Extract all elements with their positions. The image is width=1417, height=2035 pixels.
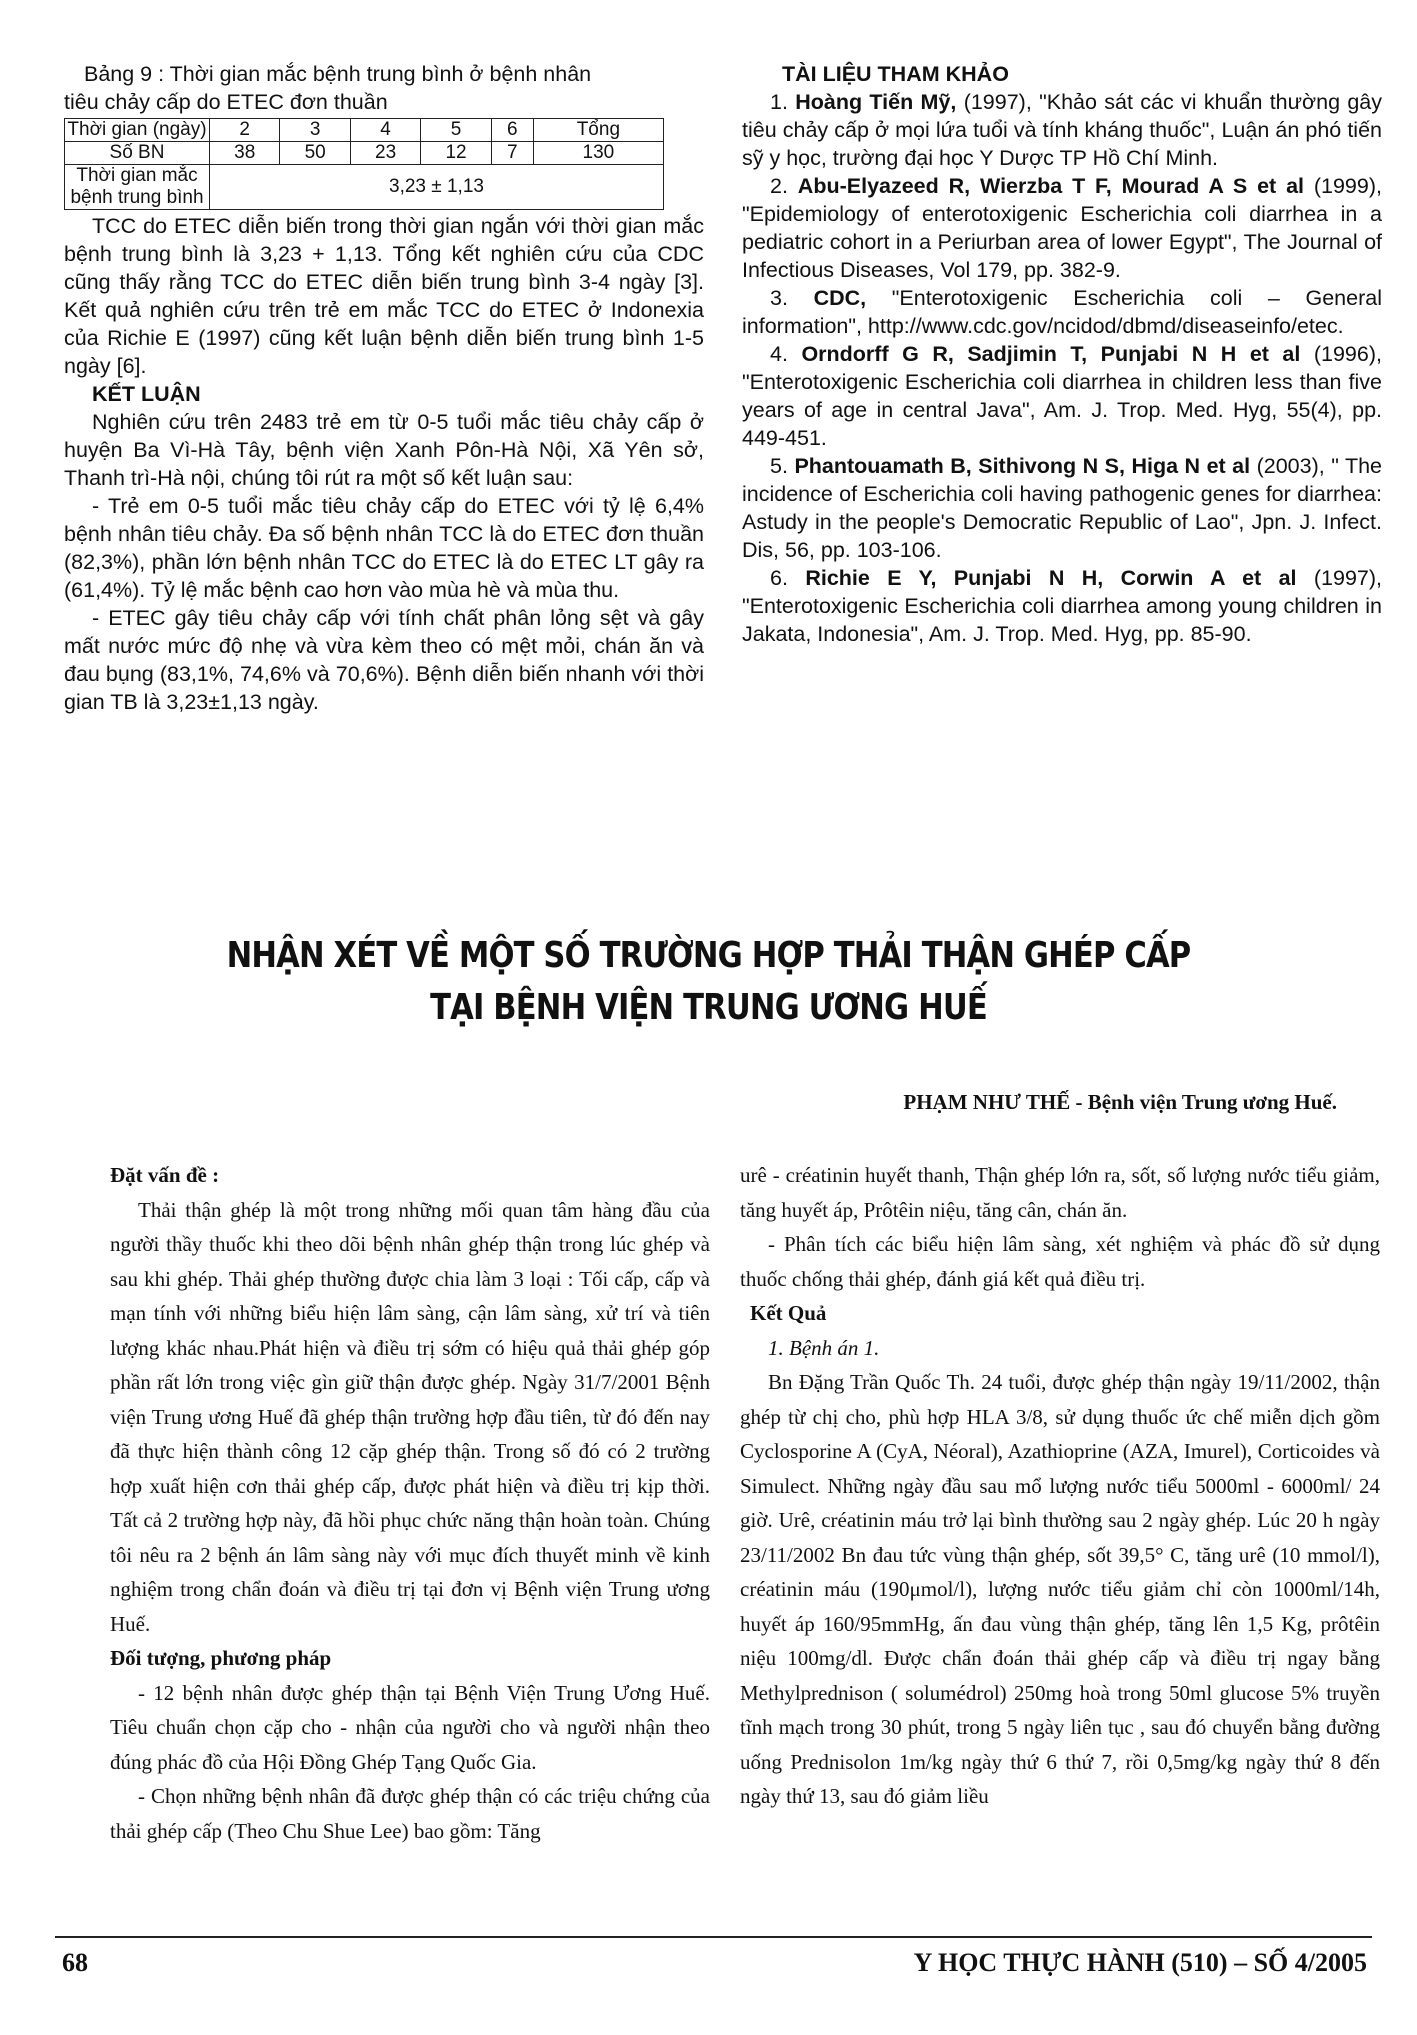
table-cell: 4 xyxy=(350,119,420,142)
table-cell: 6 xyxy=(491,119,533,142)
table-caption: Bảng 9 : Thời gian mắc bệnh trung bình ở bệnh nhân tiêu chảy cấp do ETEC đơn thuần xyxy=(64,62,592,114)
methods-item: - Phân tích các biểu hiện lâm sàng, xét nghiệm và phác đồ sử dụng thuốc chống thải ghép, đánh giá kết quả điều trị. xyxy=(740,1232,1380,1291)
reference-item: 3. CDC, "Enterotoxigenic Escherichia coli – General information", http://www.cdc.gov/ncidod/dbmd/diseaseinfo/etec. xyxy=(742,286,1382,338)
article-title: NHẬN XÉT VỀ MỘT SỐ TRƯỜNG HỢP THẢI THẬN GHÉP CẤP TẠI BỆNH VIỆN TRUNG ƯƠNG HUẾ xyxy=(226,935,1191,1028)
table-cell: 130 xyxy=(533,142,663,165)
conclusion-intro: Nghiên cứu trên 2483 trẻ em từ 0-5 tuổi mắc tiêu chảy cấp ở huyện Ba Vì-Hà Tây, bệnh viện Xanh Pôn-Hà Nội, Xã Yên sở, Thanh trì-Hà nội, chúng tôi rút ra một số kết luận sau: xyxy=(64,410,704,490)
methods-item: - Chọn những bệnh nhân đã được ghép thận có các triệu chứng của thải ghép cấp (Theo Chu Shue Lee) bao gồm: Tăng xyxy=(110,1784,710,1843)
conclusion-item: - ETEC gây tiêu chảy cấp với tính chất phân lỏng sệt và gây mất nước mức độ nhẹ và vừa kèm theo có mệt mỏi, chán ăn và đau bụng (83,1%, 74,6% và 70,6%). Bệnh diễn biến nhanh với thời gian TB là 3,23±1,13 ngày. xyxy=(64,606,704,714)
table-cell: 23 xyxy=(350,142,420,165)
reference-item: 5. Phantouamath B, Sithivong N S, Higa N et al (2003), " The incidence of Escherichia coli having pathogenic genes for diarrhea: Astudy in the people's Democratic Republic of Lao", Jpn. J. Infect. Dis, 56, pp. 103-106. xyxy=(742,454,1382,562)
references-column xyxy=(742,60,1382,648)
case-heading: 1. Bệnh án 1. xyxy=(768,1335,880,1360)
table-row-label: Thời gian mắc bệnh trung bình xyxy=(65,165,210,210)
methods-item: - 12 bệnh nhân được ghép thận tại Bệnh Viện Trung Ương Huế. Tiêu chuẩn chọn cặp cho - nhận của người cho và người nhận theo đúng phác đồ của Hội Đồng Ghép Tạng Quốc Gia. xyxy=(110,1680,710,1774)
table-row xyxy=(65,119,664,142)
table-cell: Tổng xyxy=(533,119,663,142)
methods-continued: urê - créatinin huyết thanh, Thận ghép lớn ra, sốt, số lượng nước tiểu giảm, tăng huyết áp, Prôtêin niệu, tăng cân, chán ăn. xyxy=(740,1163,1380,1222)
table-cell: 3,23 ± 1,13 xyxy=(210,165,664,210)
author-name: PHẠM NHƯ THẾ xyxy=(903,1090,1071,1114)
table-cell: 7 xyxy=(491,142,533,165)
reference-item: 6. Richie E Y, Punjabi N H, Corwin A et al (1997), "Enterotoxigenic Escherichia coli diarrhea among young children in Jakata, Indonesia", Am. J. Trop. Med. Hyg, pp. 85-90. xyxy=(742,566,1382,646)
table-header-label: Thời gian (ngày) xyxy=(65,119,210,142)
table-cell: 50 xyxy=(280,142,350,165)
journal-footer: Y HỌC THỰC HÀNH (510) – SỐ 4/2005 xyxy=(913,1948,1367,1977)
author-line xyxy=(903,1090,1337,1115)
table-row-label: Số BN xyxy=(65,142,210,165)
reference-item: 4. Orndorff G R, Sadjimin T, Punjabi N H et al (1996), "Enterotoxigenic Escherichia coli diarrhea in children less than five years of age in central Java", Am. J. Trop. Med. Hyg, 55(4), pp. 449-451. xyxy=(742,342,1382,450)
page-number: 68 xyxy=(62,1948,88,1977)
table-row xyxy=(65,165,664,210)
discussion-paragraph: TCC do ETEC diễn biến trong thời gian ngắn với thời gian mắc bệnh trung bình là 3,23 + 1,13. Tổng kết nghiên cứu của CDC cũng thấy rằng TCC do ETEC diễn biến trung bình 3-4 ngày [3]. Kết quả nghiên cứu trên trẻ em mắc TCC do ETEC ở Indonexia của Richie E (1997) cũng kết luận bệnh diễn biến trung bình 1-5 ngày [6]. xyxy=(64,214,704,378)
methods-heading: Đối tượng, phương pháp xyxy=(110,1646,332,1670)
top-left-column xyxy=(64,60,704,716)
conclusion-item: - Trẻ em 0-5 tuổi mắc tiêu chảy cấp do ETEC với tỷ lệ 6,4% bệnh nhân tiêu chảy. Đa số bệnh nhân TCC là do ETEC đơn thuần (82,3%), phần lớn bệnh nhân TCC do ETEC là do ETEC LT gây ra (61,4%). Tỷ lệ mắc bệnh cao hơn vào mùa hè và mùa thu. xyxy=(64,494,704,602)
article-left-column xyxy=(110,1158,710,1848)
table-9 xyxy=(64,118,664,210)
table-cell: 2 xyxy=(210,119,280,142)
results-heading: Kết Quả xyxy=(750,1301,827,1325)
table-cell: 38 xyxy=(210,142,280,165)
table-cell: 5 xyxy=(421,119,491,142)
case-paragraph: Bn Đặng Trần Quốc Th. 24 tuổi, được ghép thận ngày 19/11/2002, thận ghép từ chị cho, phù hợp HLA 3/8, sử dụng thuốc ức chế miễn dịch gồm Cyclosporine A (CyA, Néoral), Azathioprine (AZA, Imurel), Corticoides và Simulect. Những ngày đầu sau mổ lượng nước tiểu 5000ml - 6000ml/ 24 giờ. Urê, créatinin máu trở lại bình thường sau 2 ngày ghép. Lúc 20 h ngày 23/11/2002 Bn đau tức vùng thận ghép, sốt 39,5° C, tăng urê (10 mmol/l), créatinin máu (190μmol/l), lượng nước tiểu giảm chỉ còn 1000ml/14h, huyết áp 160/95mmHg, ấn đau vùng thận ghép, tăng lên 1,5 Kg, prôtêin niệu 100mg/dl. Được chẩn đoán thải ghép cấp và điều trị ngay bằng Methylprednison ( solumédrol) 250mg hoà trong 50ml glucose 5% truyền tĩnh mạch trong 30 phút, trong 5 ngày liên tục , sau đó chuyển bằng đường uống Prednisolon 1m/kg ngày thứ 6 thứ 7, rồi 0,5mg/kg ngày thứ 8 đến ngày thứ 13, sau đó giảm liều xyxy=(740,1370,1380,1808)
table-cell: 12 xyxy=(421,142,491,165)
conclusion-heading: KẾT LUẬN xyxy=(92,382,201,406)
reference-item: 1. Hoàng Tiến Mỹ, (1997), "Khảo sát các vi khuẩn thường gây tiêu chảy cấp ở mọi lứa tuổi và tính kháng thuốc", Luận án phó tiến sỹ y học, trường đại học Y Dược TP Hồ Chí Minh. xyxy=(742,90,1383,170)
reference-item: 2. Abu-Elyazeed R, Wierzba T F, Mourad A S et al (1999), "Epidemiology of enterotoxigenic Escherichia coli diarrhea in a pediatric cohort in a Periurban area of lower Egypt", The Journal of Infectious Diseases, Vol 179, pp. 382-9. xyxy=(742,174,1382,282)
author-affiliation: - Bệnh viện Trung ương Huế. xyxy=(1070,1090,1337,1114)
footer-rule xyxy=(55,1936,1372,1938)
intro-heading: Đặt vấn đề : xyxy=(110,1163,220,1187)
references-heading: TÀI LIỆU THAM KHẢO xyxy=(782,62,1009,86)
article-right-column xyxy=(740,1158,1380,1814)
table-cell: 3 xyxy=(280,119,350,142)
table-row xyxy=(65,142,664,165)
intro-paragraph: Thải thận ghép là một trong những mối quan tâm hàng đầu của người thầy thuốc khi theo dõi bệnh nhân ghép thận trong lúc ghép và sau khi ghép. Thải ghép thường được chia làm 3 loại : Tối cấp, cấp và mạn tính với những biểu hiện lâm sàng, cận lâm sàng, xử trí và tiên lượng khác nhau.Phát hiện và điều trị sớm có hiệu quả thải ghép góp phần rất lớn trong việc gìn giữ thận được ghép. Ngày 31/7/2001 Bệnh viện Trung ương Huế đã ghép thận trường hợp đầu tiên, từ đó đến nay đã thực hiện thành công 12 cặp ghép thận. Trong số đó có 2 trường hợp xuất hiện cơn thải ghép cấp, được phát hiện và điều trị kịp thời. Tất cả 2 trường hợp này, đã hồi phục chức năng thận hoàn toàn. Chúng tôi nêu ra 2 bệnh án lâm sàng này với mục đích thuyết minh về kinh nghiệm trong chẩn đoán và điều trị tại đơn vị Bệnh viện Trung ương Huế. xyxy=(110,1197,710,1636)
